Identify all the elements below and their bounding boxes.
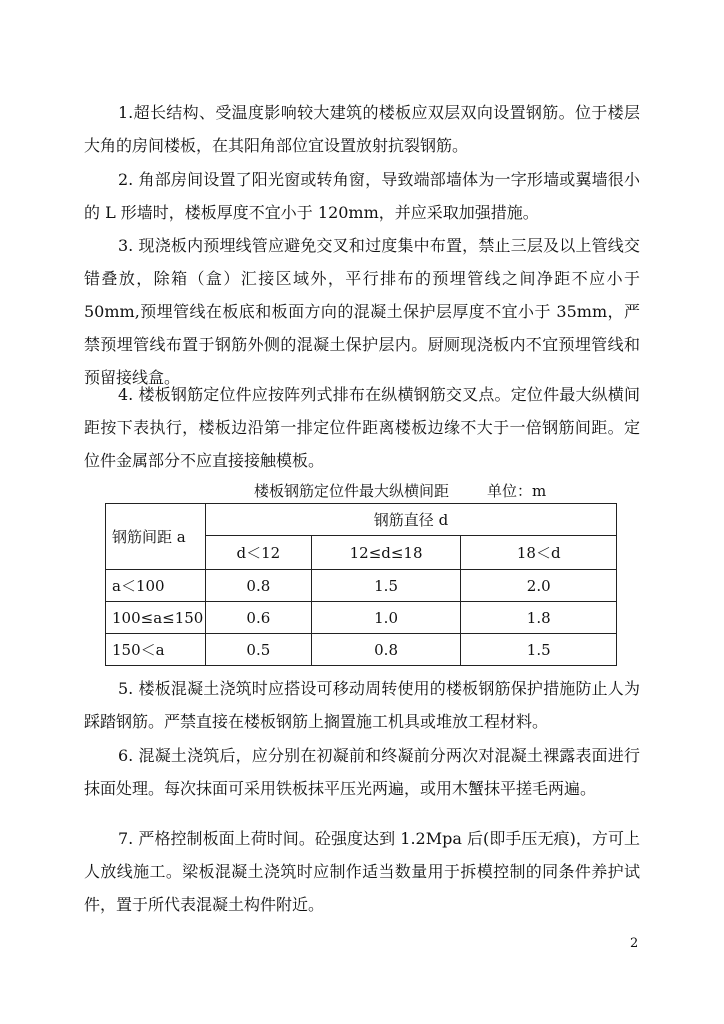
row-label-cell: a＜100 (106, 570, 206, 602)
paragraph-3: 3. 现浇板内预埋线管应避免交叉和过度集中布置，禁止三层及以上管线交错叠放，除箱（盒）汇接区域外，平行排布的预埋管线之间净距不应小于 50mm,预埋管线在板底和板面方向的混凝土保护层厚度不宜小于 35mm，严禁预埋管线布置于钢筋外侧的混凝土保护层内。厨厕现浇板内不宜预埋管线和预留接线盒。 (84, 236, 640, 387)
table-cell: 1.5 (311, 570, 461, 602)
table-cell: 1.8 (461, 602, 617, 634)
row-header-cell: 钢筋间距 a (106, 504, 206, 570)
paragraph-6: 6. 混凝土浇筑后，应分别在初凝前和终凝前分两次对混凝土裸露表面进行抹面处理。每次抹面可采用铁板抹平压光两遍，或用木蟹抹平搓毛两遍。 (84, 746, 640, 798)
table-cell: 0.5 (205, 634, 311, 666)
col-header-cell: 12≤d≤18 (311, 536, 461, 570)
paragraph-7: 7. 严格控制板面上荷时间。砼强度达到 1.2Mpa 后(即手压无痕)，方可上人放线施工。梁板混凝土浇筑时应制作适当数量用于拆模控制的同条件养护试件，置于所代表混凝土构件附近。 (84, 829, 640, 914)
table-title: 楼板钢筋定位件最大纵横间距 (254, 482, 450, 500)
table-cell: 0.8 (311, 634, 461, 666)
table-cell: 0.8 (205, 570, 311, 602)
paragraph-1: 1.超长结构、受温度影响较大建筑的楼板应双层双向设置钢筋。位于楼层大角的房间楼板，在其阳角部位宜设置放射抗裂钢筋。 (84, 103, 640, 155)
row-label-cell: 150＜a (106, 634, 206, 666)
row-label-cell: 100≤a≤150 (106, 602, 206, 634)
paragraph-4: 4. 楼板钢筋定位件应按阵列式排布在纵横钢筋交叉点。定位件最大纵横间距按下表执行，楼板边沿第一排定位件距离楼板边缘不大于一倍钢筋间距。定位件金属部分不应直接接触模板。 (84, 385, 640, 470)
table-row (106, 602, 617, 634)
table-header-row (106, 504, 617, 536)
table-caption (254, 480, 546, 501)
table-cell: 2.0 (461, 570, 617, 602)
col-header-cell: 18＜d (461, 536, 617, 570)
table-row (106, 570, 617, 602)
col-header-cell: d＜12 (205, 536, 311, 570)
paragraph-5: 5. 楼板混凝土浇筑时应搭设可移动周转使用的楼板钢筋保护措施防止人为踩踏钢筋。严禁直接在楼板钢筋上搁置施工机具或堆放工程材料。 (84, 679, 640, 731)
page-number: 2 (630, 936, 639, 951)
table-row (106, 634, 617, 666)
table-unit: 单位：m (487, 482, 547, 500)
table-cell: 1.5 (461, 634, 617, 666)
paragraph-2: 2. 角部房间设置了阳光窗或转角窗，导致端部墙体为一字形墙或翼墙很小的 L 形墙时，楼板厚度不宜小于 120mm，并应采取加强措施。 (84, 170, 640, 222)
table-cell: 0.6 (205, 602, 311, 634)
col-group-header-cell: 钢筋直径 d (205, 504, 616, 536)
spacing-table (105, 503, 617, 666)
table-cell: 1.0 (311, 602, 461, 634)
